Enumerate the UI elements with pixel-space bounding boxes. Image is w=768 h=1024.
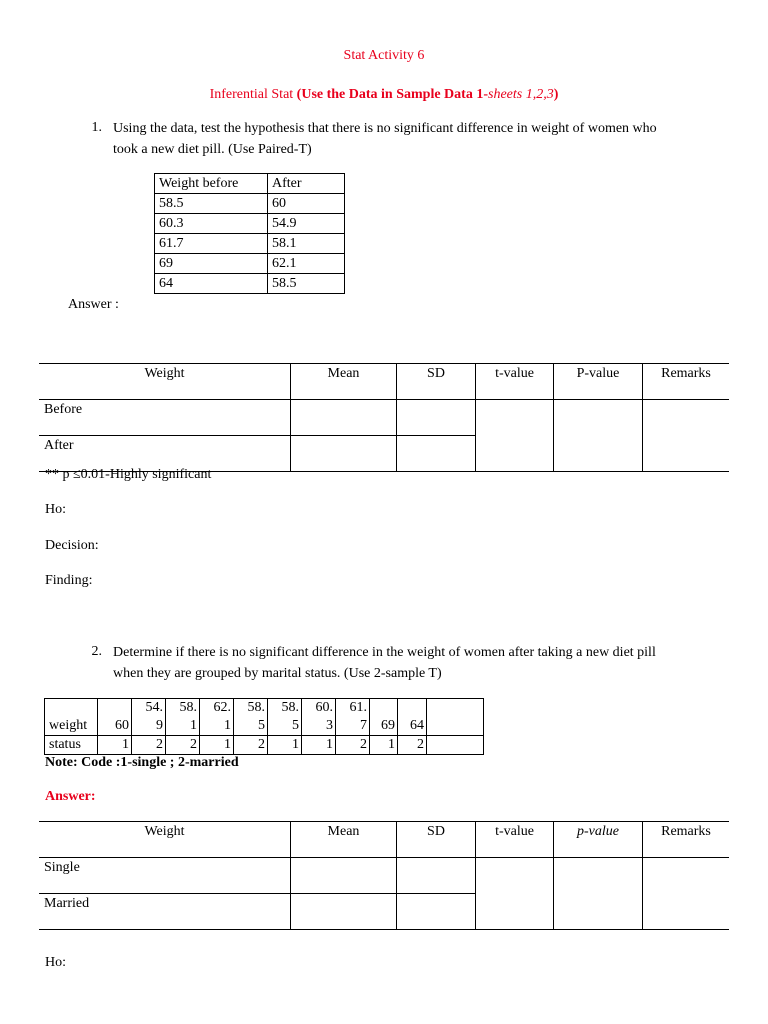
table-cell: 62. 1 xyxy=(200,699,234,736)
subtitle-bold: (Use the Data in Sample Data 1- xyxy=(296,87,488,102)
q2-ho-label: Ho: xyxy=(45,955,66,970)
status-row-label: status xyxy=(45,736,98,755)
table-cell: 2 xyxy=(336,736,370,755)
table-cell: 2 xyxy=(132,736,166,755)
mean-cell[interactable] xyxy=(291,894,397,930)
q2-line1: Determine if there is no significant difference in the weight of women after taking a new diet pill xyxy=(113,645,656,660)
table-row xyxy=(155,274,345,294)
p-value-cell[interactable] xyxy=(554,400,643,472)
table-cell: 69 xyxy=(155,254,268,274)
table-cell: 64 xyxy=(155,274,268,294)
sd-cell[interactable] xyxy=(397,858,476,894)
table-cell: 60 xyxy=(268,194,345,214)
results-row-label: Single xyxy=(39,858,291,894)
table-cell: 1 xyxy=(268,736,302,755)
table-cell: 58. 5 xyxy=(234,699,268,736)
table-row xyxy=(155,194,345,214)
q1-significance-note: ** p ≤0.01-Highly significant xyxy=(45,467,212,482)
document-title: Stat Activity 6 xyxy=(343,48,425,63)
table-cell: 1 xyxy=(370,736,398,755)
weight-row xyxy=(45,699,484,736)
q1-header-weight-before: Weight before xyxy=(155,174,268,194)
results-header-row xyxy=(39,822,729,858)
q1-header-after: After xyxy=(268,174,345,194)
q2-line2: when they are grouped by marital status. (Use 2-sample T) xyxy=(113,666,442,681)
table-cell: 60. 3 xyxy=(302,699,336,736)
table-cell: 1 xyxy=(200,736,234,755)
results-header-mean: Mean xyxy=(291,822,397,858)
q1-number: 1. xyxy=(91,120,102,135)
results-header-t-value: t-value xyxy=(476,364,554,400)
table-cell: 61. 7 xyxy=(336,699,370,736)
results-row-label: After xyxy=(39,436,291,472)
table-cell: 58.5 xyxy=(268,274,345,294)
results-header-remarks: Remarks xyxy=(643,822,730,858)
q2-number: 2. xyxy=(91,644,102,659)
results-row-single xyxy=(39,858,729,894)
remarks-cell[interactable] xyxy=(643,400,730,472)
sd-cell[interactable] xyxy=(397,894,476,930)
mean-cell[interactable] xyxy=(291,400,397,436)
table-cell: 2 xyxy=(234,736,268,755)
table-row xyxy=(155,254,345,274)
sd-cell[interactable] xyxy=(397,400,476,436)
results-header-p-value: P-value xyxy=(554,364,643,400)
q1-data-table xyxy=(154,173,345,294)
results-header-sd: SD xyxy=(397,822,476,858)
q1-ho-label: Ho: xyxy=(45,502,66,517)
q1-line2: took a new diet pill. (Use Paired-T) xyxy=(113,142,312,157)
table-row xyxy=(155,234,345,254)
q2-answer-label: Answer: xyxy=(45,789,96,804)
subtitle-italic: sheets 1,2,3 xyxy=(488,87,554,102)
table-cell: 2 xyxy=(398,736,427,755)
table-cell: 54. 9 xyxy=(132,699,166,736)
results-row-before xyxy=(39,400,729,436)
results-header-sd: SD xyxy=(397,364,476,400)
table-cell: 61.7 xyxy=(155,234,268,254)
q2-results-table xyxy=(39,821,729,930)
remarks-cell[interactable] xyxy=(643,858,730,930)
status-row xyxy=(45,736,484,755)
table-cell: 1 xyxy=(302,736,336,755)
results-header-weight: Weight xyxy=(39,822,291,858)
mean-cell[interactable] xyxy=(291,436,397,472)
q2-data-table xyxy=(44,698,484,755)
p-value-cell[interactable] xyxy=(554,858,643,930)
results-header-weight: Weight xyxy=(39,364,291,400)
q1-answer-label: Answer : xyxy=(68,297,119,312)
table-cell: 64 xyxy=(398,699,427,736)
results-header-p-value: p-value xyxy=(554,822,643,858)
q1-results-table xyxy=(39,363,729,472)
table-cell: 62.1 xyxy=(268,254,345,274)
q1-finding-label: Finding: xyxy=(45,573,93,588)
table-cell: 58. 5 xyxy=(268,699,302,736)
table-cell: 58. 1 xyxy=(166,699,200,736)
q1-text xyxy=(113,118,733,160)
q2-text xyxy=(113,642,733,684)
q2-code-note: Note: Code :1-single ; 2-married xyxy=(45,755,239,770)
table-cell: 69 xyxy=(370,699,398,736)
table-row xyxy=(155,214,345,234)
table-cell xyxy=(427,699,484,736)
table-cell: 1 xyxy=(98,736,132,755)
document-subtitle xyxy=(0,87,768,103)
table-cell: 54.9 xyxy=(268,214,345,234)
q1-decision-label: Decision: xyxy=(45,538,99,553)
table-cell: 58.5 xyxy=(155,194,268,214)
results-row-label: Married xyxy=(39,894,291,930)
results-header-remarks: Remarks xyxy=(643,364,730,400)
table-cell: 60 xyxy=(98,699,132,736)
t-value-cell[interactable] xyxy=(476,858,554,930)
subtitle-close: ) xyxy=(553,87,559,102)
mean-cell[interactable] xyxy=(291,858,397,894)
q1-data-header-row xyxy=(155,174,345,194)
weight-row-label: weight xyxy=(45,699,98,736)
subtitle-plain: Inferential Stat xyxy=(209,87,297,102)
t-value-cell[interactable] xyxy=(476,400,554,472)
q1-line1: Using the data, test the hypothesis that there is no significant difference in weight of women who xyxy=(113,121,657,136)
table-cell: 2 xyxy=(166,736,200,755)
table-cell: 58.1 xyxy=(268,234,345,254)
table-cell xyxy=(427,736,484,755)
results-header-row xyxy=(39,364,729,400)
results-header-t-value: t-value xyxy=(476,822,554,858)
results-header-mean: Mean xyxy=(291,364,397,400)
results-row-label: Before xyxy=(39,400,291,436)
table-cell: 60.3 xyxy=(155,214,268,234)
sd-cell[interactable] xyxy=(397,436,476,472)
